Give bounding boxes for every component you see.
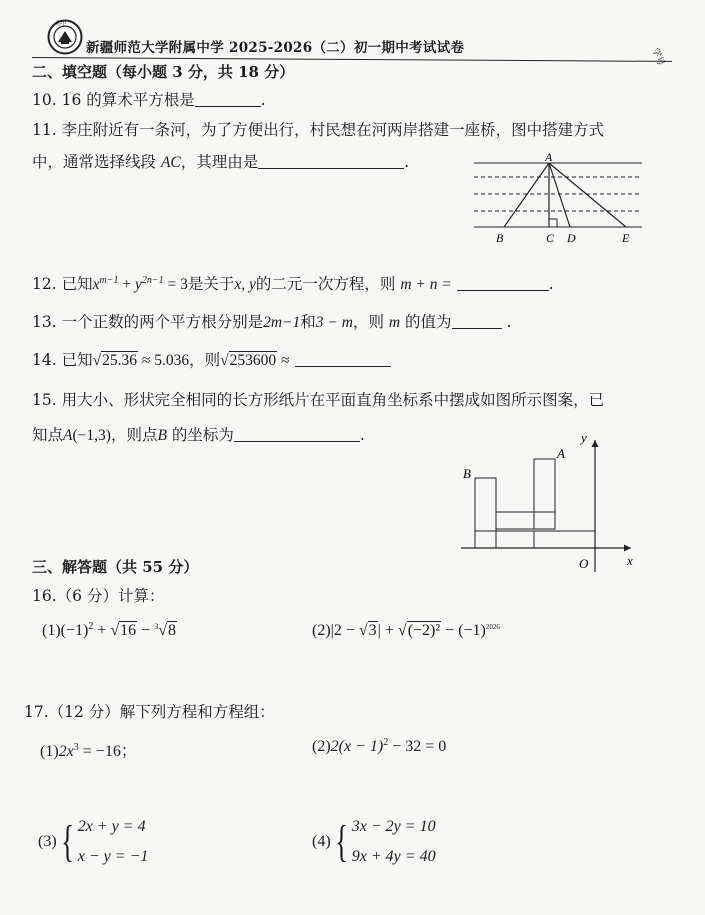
question-15-line1: [32, 388, 604, 410]
segment-AD: [549, 163, 570, 227]
question-10: [32, 88, 266, 110]
q13-answer-blank[interactable]: [452, 314, 502, 329]
q16-p1-rad1: 16: [120, 622, 137, 639]
q17-p1-a: 2x: [58, 743, 74, 760]
question-11-line2: [32, 150, 409, 172]
q17-p4-eq2: 9x + 4y = 40: [351, 848, 436, 865]
q10-end: .: [260, 91, 266, 109]
q14-radicand2: 253600: [229, 352, 277, 369]
q13-number: 13.: [32, 313, 57, 331]
q16-p2-label: (2): [312, 622, 331, 639]
q16-p2-rad2: (−2)²: [407, 622, 441, 639]
rect-bottom-left: [475, 531, 534, 548]
q13-expr2: 3 − m: [315, 314, 353, 331]
label-C: C: [546, 231, 555, 245]
label-B: B: [496, 231, 504, 245]
q17-p2-label: (2): [312, 738, 331, 755]
section-heading-solve: 三、解答题（共 55 分）: [32, 558, 199, 576]
question-12: [32, 272, 554, 294]
q16-p1-label: (1): [42, 622, 61, 639]
q13-expr1: 2m−1: [263, 314, 301, 331]
q11-number: 11.: [32, 121, 57, 139]
q12-pre: 已知: [61, 275, 93, 293]
segment-AB: [504, 163, 549, 227]
question-15-line2: [32, 423, 365, 445]
q17-p2-exp: 2: [383, 737, 389, 748]
q17-p4-eq1: 3x − 2y = 10: [351, 818, 436, 835]
q17-p3-brace: {: [60, 817, 74, 866]
q13-pre: 一个正数的两个平方根分别是: [61, 313, 264, 331]
label-E: E: [622, 231, 630, 245]
question-11-line1: [32, 118, 604, 140]
q11-line1: 李庄附近有一条河，为了方便出行，村民想在河两岸搭建一座桥，图中搭建方式: [61, 121, 605, 139]
q12-ask: m + n =: [400, 276, 452, 293]
q17-p3-eq1: 2x + y = 4: [77, 818, 146, 835]
label-A: A: [545, 150, 553, 164]
q13-and: 和: [300, 313, 316, 331]
q16-p2-b: | + √: [377, 622, 407, 639]
q16-p2-a: |2 − √: [330, 622, 368, 639]
q17-p4-brace: {: [334, 817, 348, 866]
label-D: D: [567, 231, 576, 245]
q12-mid: 是关于: [187, 275, 235, 293]
question-16-title: 16.（6 分）计算：: [32, 587, 165, 605]
q17-p2-b: − 32 = 0: [388, 738, 447, 755]
q17-part2: [312, 738, 446, 756]
q16-part1: [42, 622, 177, 640]
q15-answer-blank[interactable]: [234, 427, 360, 442]
q16-p1-cbrt-sign: √: [158, 622, 167, 639]
q11-end: .: [404, 153, 410, 171]
q16-p1-rad2: 8: [167, 622, 176, 639]
bridge-figure: [466, 150, 648, 246]
q10-text: 16 的算术平方根是: [61, 91, 195, 109]
q12-exp1: m−1: [99, 275, 119, 286]
q17-p3-system: [78, 812, 149, 872]
segment-AE: [549, 163, 626, 227]
q14-sqrt-sign-2: √: [220, 352, 229, 369]
q14-mid: ，则: [189, 351, 221, 369]
fig-label-B: B: [463, 466, 471, 481]
question-14: [32, 348, 391, 370]
fig-label-x: x: [627, 553, 633, 568]
page-header-title: 新疆师范大学附属中学 2025-2026（二）初一期中考试试卷: [86, 40, 465, 56]
q14-approx2: ≈: [277, 352, 290, 369]
q17-part3: [38, 812, 148, 872]
q14-number: 14.: [32, 351, 57, 369]
q16-p2-exp: 2026: [485, 623, 500, 631]
q15-number: 15.: [32, 391, 57, 409]
q15-line2-b: ，则点: [110, 426, 158, 444]
q10-answer-blank[interactable]: [195, 92, 261, 107]
q17-p3-label: (3): [38, 833, 57, 850]
q16-p1-idx: 3: [154, 622, 159, 631]
q16-part2: [312, 622, 500, 640]
q15-line2-a: 知点: [32, 426, 64, 444]
q13-end: .: [506, 313, 512, 331]
q12-eq-rest: = 3: [163, 276, 188, 293]
q15-end: .: [359, 426, 365, 444]
q12-eq-x: x: [92, 276, 100, 293]
q10-number: 10.: [32, 91, 57, 109]
q15-line2-c: 的坐标为: [171, 426, 234, 444]
q16-p1-exp: 2: [88, 621, 94, 632]
rect-A-vertical: [534, 459, 555, 529]
q15-var-B: B: [157, 427, 167, 444]
right-angle-mark: [549, 219, 557, 227]
q15-coord: (−1,3): [72, 427, 111, 444]
rect-B-vertical: [475, 478, 496, 548]
q11-line2-b: ，其理由是: [180, 153, 259, 171]
coordinate-figure: [455, 428, 645, 576]
seal-text: 附中: [56, 22, 67, 27]
q17-p1-exp: 3: [73, 742, 79, 753]
q17-p3-eq2: x − y = −1: [77, 848, 149, 865]
q17-part1: [40, 738, 137, 761]
q12-post: 的二元一次方程，则: [255, 275, 396, 293]
question-13: [32, 310, 511, 332]
q17-p1-label: (1): [40, 743, 59, 760]
question-17-title: 17.（12 分）解下列方程和方程组：: [24, 703, 275, 721]
q16-p1-minus: −: [137, 622, 155, 639]
q13-var: m: [388, 314, 401, 331]
q12-number: 12.: [32, 275, 57, 293]
fig-label-O: O: [579, 556, 589, 571]
q16-p1-mid: + √: [93, 622, 120, 639]
q16-p1-base: (−1): [60, 622, 89, 639]
q12-eq-y: y: [134, 276, 142, 293]
q17-p2-a: 2(x − 1): [330, 738, 384, 755]
q17-part4: [312, 812, 436, 872]
q14-sqrt-sign-1: √: [92, 352, 102, 369]
q12-end: .: [548, 275, 554, 293]
q11-line2-var: AC: [160, 154, 181, 171]
q11-answer-blank[interactable]: [258, 154, 404, 169]
q14-pre: 已知: [61, 351, 93, 369]
q16-p2-rad: 3: [368, 622, 377, 639]
q14-radicand1: 25.36: [102, 352, 137, 369]
section-heading-fill-blank: 二、填空题（每小题 3 分，共 18 分）: [32, 63, 295, 81]
fig-label-y: y: [581, 430, 587, 445]
q17-p4-system: [352, 812, 436, 872]
q15-line1: 用大小、形状完全相同的长方形纸片在平面直角坐标系中摆成如图所示图案，已: [61, 391, 605, 409]
rect-bottom-right: [534, 531, 595, 548]
q17-p1-b: = −16；: [78, 743, 137, 760]
q12-plus: +: [118, 276, 135, 293]
q11-line2-a: 中，通常选择线段: [32, 153, 157, 171]
corner-note: 学号: [649, 46, 666, 68]
q12-answer-blank[interactable]: [457, 276, 549, 291]
q12-vars: x, y: [234, 276, 256, 293]
q14-approx: ≈ 5.036: [138, 352, 190, 369]
q17-p4-label: (4): [312, 833, 331, 850]
q16-p2-c: − (−1): [441, 622, 486, 639]
fig-label-A: A: [557, 446, 565, 461]
q13-post: ，则: [352, 313, 384, 331]
q13-ask: 的值为: [405, 313, 452, 331]
rect-middle-horizontal: [496, 512, 555, 529]
q12-exp2: 2n−1: [141, 275, 164, 286]
q15-point-A: A: [63, 427, 73, 444]
q14-answer-blank[interactable]: [295, 352, 391, 367]
